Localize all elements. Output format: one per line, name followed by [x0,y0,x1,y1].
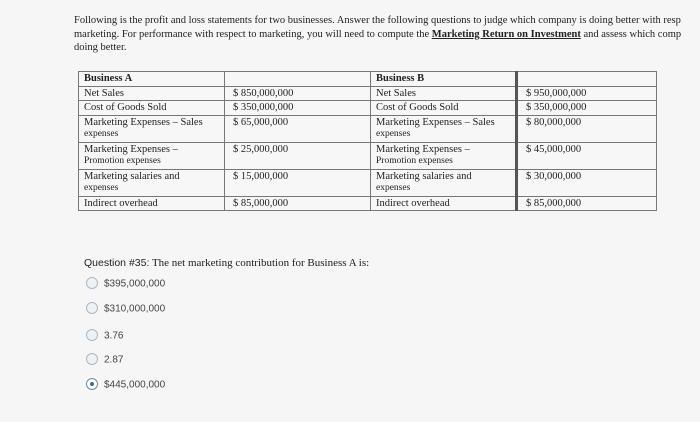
business-a-header-value [225,72,371,87]
business-b-header: Business B [371,72,517,87]
answer-option[interactable] [86,330,123,344]
business-b-value: $ 45,000,000 [517,142,657,169]
radio-button[interactable] [86,277,98,289]
instructions-line-2-start: marketing. For performance with respect to marketing, you will need to compute the [74,28,432,40]
business-a-header: Business A [79,72,225,87]
business-b-label: Cost of Goods Sold [371,101,517,116]
business-a-value: $ 25,000,000 [225,142,371,169]
business-a-value: $ 65,000,000 [225,115,371,142]
radio-button[interactable] [86,353,98,365]
table-row [79,142,657,169]
business-b-label: Marketing Expenses – Promotion expenses [371,142,517,169]
business-a-label: Marketing Expenses – Sales expenses [79,115,225,142]
business-b-label: Indirect overhead [371,196,517,211]
answer-option[interactable] [86,354,123,368]
answer-option-label: $310,000,000 [104,303,166,315]
business-b-label: Marketing Expenses – Sales expenses [371,115,517,142]
answer-option-label: 2.87 [104,354,124,366]
business-b-value: $ 80,000,000 [517,115,657,142]
business-a-label: Cost of Goods Sold [79,101,225,116]
business-b-value: $ 30,000,000 [517,169,657,196]
profit-loss-table [78,71,657,211]
answer-option-label: 3.76 [104,330,124,342]
business-a-label: Indirect overhead [79,196,225,211]
business-b-value: $ 85,000,000 [517,196,657,211]
business-a-label: Marketing salaries and expenses [79,169,225,196]
radio-button[interactable] [86,378,98,390]
instructions-line-2-end: and assess which comp [580,28,682,40]
radio-button[interactable] [86,329,98,341]
business-b-label: Net Sales [371,86,517,101]
instructions-line-1: Following is the profit and loss statements for two businesses. Answer the following questions to judge which company is doing better with resp [74,15,681,26]
question-number: Question #35: [84,257,150,269]
table-row [79,86,657,101]
business-a-label: Net Sales [79,86,225,101]
business-a-value: $ 85,000,000 [225,196,371,211]
table-header-row [79,72,657,87]
business-a-value: $ 15,000,000 [225,169,371,196]
table-row [79,101,657,116]
business-a-label: Marketing Expenses – Promotion expenses [79,142,225,169]
business-b-label: Marketing salaries and expenses [371,169,517,196]
marketing-roi-emphasis: Marketing Return on Investment [431,28,581,40]
business-a-value: $ 850,000,000 [225,86,371,101]
answer-option-label: $445,000,000 [104,379,166,391]
instructions-line-2 [74,28,700,42]
instructions-text [74,14,700,55]
answer-option-label: $395,000,000 [104,278,166,290]
table-row [79,115,657,142]
business-b-value: $ 350,000,000 [517,101,657,116]
business-b-header-value [517,72,657,87]
table-row [79,169,657,196]
question-text: The net marketing contribution for Business A is: [151,257,370,269]
answer-option[interactable] [86,303,165,317]
table-row [79,196,657,211]
business-a-value: $ 350,000,000 [225,101,371,116]
radio-button[interactable] [86,302,98,314]
answer-option[interactable] [86,278,165,292]
business-b-value: $ 950,000,000 [517,86,657,101]
answer-option[interactable] [86,379,165,393]
question [84,257,369,269]
instructions-line-3: doing better. [74,42,127,53]
